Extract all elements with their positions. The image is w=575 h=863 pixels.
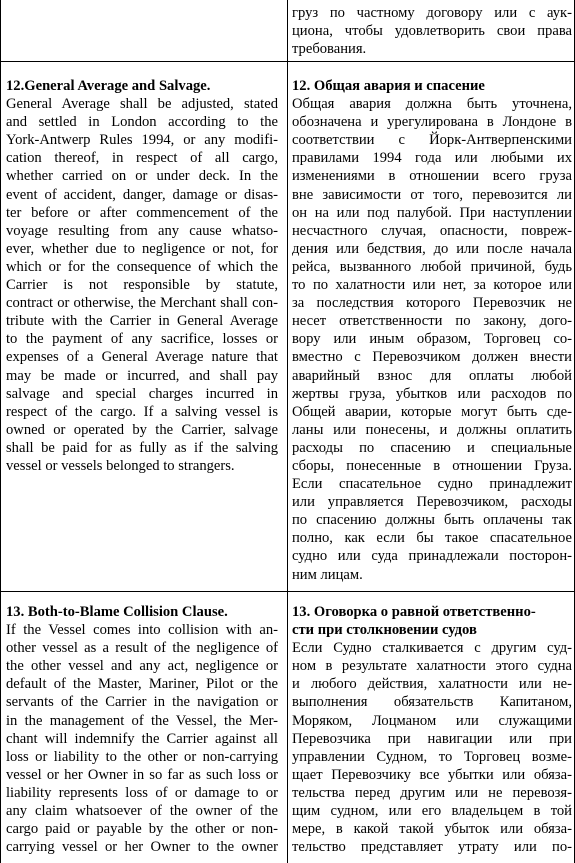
row-divider-1: [1, 61, 574, 62]
text-line: liability represents loss of or damage to or: [6, 784, 278, 801]
text-line: мере, в какой такой убыток или обяза-: [292, 821, 572, 838]
text-line: циона, чтобы удовлетворить свои права: [292, 23, 572, 40]
text-line: York-Antwerp Rules 1994, or any modifi-: [6, 132, 278, 149]
text-line: он на или под палубой. При наступлении: [292, 204, 572, 221]
text-line: Общая авария должна быть уточнена,: [292, 96, 572, 113]
text-line: any claim whatsoever of the owner of the: [6, 803, 278, 820]
text-line: in the management of the Vessel, the Mer-: [6, 712, 278, 729]
text-line: vessel or vessels belonged to strangers.: [6, 457, 235, 474]
text-line: рейса, вызванного любой причиной, будь: [292, 258, 572, 275]
text-line: carrying vessel or her Owner to the owner: [6, 839, 278, 856]
text-line: other vessel as a result of the negligence of: [6, 640, 278, 657]
text-line: аварийный взнос для оплаты любой: [292, 367, 572, 384]
section-13-ru-heading: 13. Оговорка о равной ответственно-: [292, 604, 536, 620]
text-line: shall be paid for as fully as if the salving: [6, 439, 278, 456]
section-13-en-heading: 13. Both-to-Blame Collision Clause.: [6, 604, 228, 620]
text-line: default of the Master, Mariner, Pilot or the: [6, 676, 278, 693]
text-line: расходы по спасению и специальные: [292, 439, 572, 456]
text-line: тельства перед другим или не перевозя-: [292, 784, 572, 801]
section-13-en: [6, 603, 278, 856]
text-line: вместно с Перевозчиком должен внести: [292, 349, 572, 366]
text-line: whether carried on or under deck. In the: [6, 168, 278, 185]
text-line: ter before or after commencement of the: [6, 204, 278, 221]
text-line: servants of the Carrier in the navigation or: [6, 694, 278, 711]
text-line: и любого действия, халатности или не-: [292, 676, 572, 693]
text-line: или управляется Перевозчиком, расходы: [292, 494, 572, 511]
section-12-en: [6, 77, 278, 475]
text-line: expenses of a General Average nature that: [6, 349, 278, 366]
text-line: Если спасательное судно принадлежит: [292, 476, 572, 493]
text-line: cation thereof, in respect of all cargo,: [6, 150, 278, 167]
section-12-ru-heading: 12. Общая авария и спасение: [292, 78, 485, 94]
text-line: vessel or her Owner in so far as such loss or: [6, 766, 278, 783]
text-line: contract or otherwise, the Merchant shall con-: [6, 295, 278, 312]
text-line: то по халатности или нет, за которое или: [292, 277, 572, 294]
text-line: If the Vessel comes into collision with an-: [6, 622, 278, 639]
text-line: to the payment of any sacrifice, losses or: [6, 331, 278, 348]
section-13-ru: [292, 603, 572, 856]
text-line: Перевозчика при навигации или при: [292, 730, 572, 747]
text-line: Carrier is not responsible by statute,: [6, 277, 278, 294]
text-line: ном в результате халатности этого судна: [292, 658, 572, 675]
ru-continuation-text: [292, 4, 572, 58]
text-line: respect of the cargo. If a salving vessel is: [6, 403, 278, 420]
text-line: управлении Судном, то Торговец возме-: [292, 748, 572, 765]
text-line: несет ответственности по закону, дого-: [292, 313, 572, 330]
text-line: сборы, понесенные в отношении Груза.: [292, 457, 572, 474]
text-line: обозначена и урегулирована в Лондоне в: [292, 114, 572, 131]
text-line: Если Судно сталкивается с другим суд-: [292, 640, 572, 657]
text-line: chant will indemnify the Carrier against all: [6, 730, 278, 747]
text-line: voyage resulting from any cause whatso-: [6, 222, 278, 239]
text-line: вору или иным образом, Торговец со-: [292, 331, 572, 348]
row-divider-2: [1, 591, 574, 592]
text-line: owned or operated by the Carrier, salvage: [6, 421, 278, 438]
text-line: правилами 1994 года или любыми их: [292, 150, 572, 167]
text-line: may be made or incurred, and shall pay: [6, 367, 278, 384]
text-line: за последствия которого Перевозчик не: [292, 295, 572, 312]
text-line: General Average shall be adjusted, stated: [6, 96, 278, 113]
text-line: дения или бедствия, до или после начала: [292, 240, 572, 257]
section-12-ru: [292, 77, 572, 584]
text-line: the other vessel and any act, negligence or: [6, 658, 278, 675]
text-line: ever, whether due to negligence or not, for: [6, 240, 278, 257]
text-line: ним лицам.: [292, 566, 363, 583]
text-line: по спасению должны быть оплачены так: [292, 512, 572, 529]
text-line: выполнения обязательств Капитаном,: [292, 694, 572, 711]
text-line: вне зависимости от того, перевозится ли: [292, 186, 572, 203]
text-line: and settled in London according to the: [6, 114, 278, 131]
text-line: соответствии с Йорк-Антверпенскими: [292, 132, 572, 149]
column-divider: [287, 0, 288, 863]
text-line: щает Перевозчику все убытки или обяза-: [292, 766, 572, 783]
text-line: судно или суда принадлежали посторон-: [292, 548, 572, 565]
text-line: Общей аварии, которые могут быть сде-: [292, 403, 572, 420]
text-line: изменениями в отношении всего груза: [292, 168, 572, 185]
text-line: щим судном, или его владельцем в той: [292, 803, 572, 820]
text-line: несчастного случая, опасности, повреж-: [292, 222, 572, 239]
text-line: полно, как если бы такое спасательное: [292, 530, 572, 547]
text-line: salvage and special charges incurred in: [6, 385, 278, 402]
text-line: cargo paid or payable by the other or non-: [6, 821, 278, 838]
text-line: event of accident, danger, damage or disas-: [6, 186, 278, 203]
text-line: груз по частному договору или с аук-: [292, 5, 572, 21]
text-line: жертвы груза, убытков или расходов по: [292, 385, 572, 402]
text-line: тельство представляет утрату или по-: [292, 839, 572, 856]
text-line: ланы или понесены, и должны оплатить: [292, 421, 572, 438]
text-line: tribute with the Carrier in General Average: [6, 313, 278, 330]
text-line: loss or liability to the other or non-carrying: [6, 748, 278, 765]
text-line: требования.: [292, 41, 367, 58]
text-line: which or for the consequence of which the: [6, 258, 278, 275]
section-12-en-heading: 12.General Average and Salvage.: [6, 78, 211, 94]
text-line: сти при столкновении судов: [292, 622, 477, 639]
text-line: Моряком, Лоцманом или служащими: [292, 712, 572, 729]
